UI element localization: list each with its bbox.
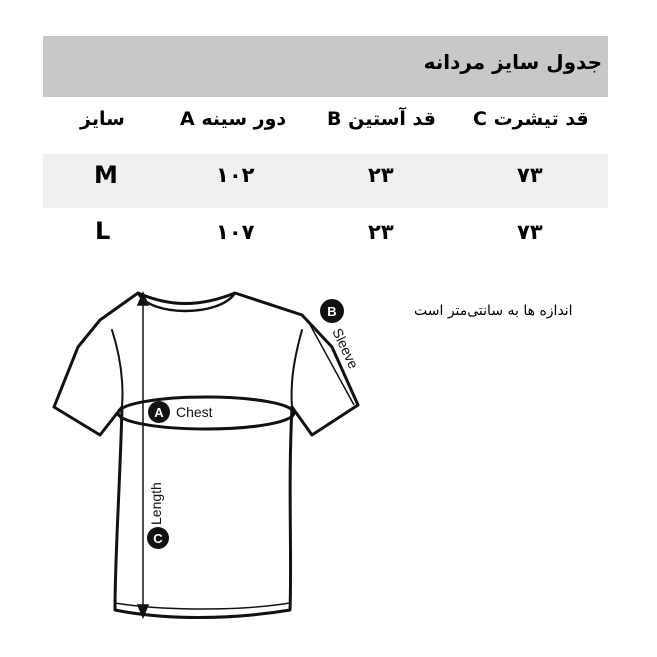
chest-label: Chest (176, 404, 213, 420)
length-cell: ۷۳ (517, 163, 543, 187)
header-chest: A دور سینه (180, 108, 287, 130)
size-cell: M (94, 161, 118, 189)
sleeve-label: Sleeve (329, 325, 362, 372)
sleeve-cell: ۲۳ (368, 220, 394, 244)
header-length: C قد تیشرت (473, 108, 589, 130)
unit-note: اندازه ها به سانتی‌متر است (414, 303, 573, 319)
sleeve-cell: ۲۳ (368, 163, 394, 187)
header-size: سایز (80, 108, 125, 130)
sleeve-marker (320, 299, 344, 323)
length-measure (138, 293, 148, 617)
svg-text:C: C (153, 531, 163, 546)
chest-marker (148, 401, 170, 423)
table-title: جدول سایز مردانه (423, 50, 602, 74)
header-sleeve: B قد آستین (327, 108, 436, 130)
chest-cell: ۱۰۷ (216, 220, 255, 244)
length-label: Length (148, 482, 164, 525)
length-marker (147, 527, 169, 549)
svg-text:A: A (154, 405, 164, 420)
table-title-bar (43, 36, 608, 97)
shirt-outline (54, 293, 358, 618)
svg-text:B: B (327, 304, 337, 319)
length-cell: ۷۳ (517, 220, 543, 244)
size-cell: L (95, 217, 111, 245)
chest-cell: ۱۰۲ (216, 163, 255, 187)
tshirt-diagram (40, 285, 370, 645)
